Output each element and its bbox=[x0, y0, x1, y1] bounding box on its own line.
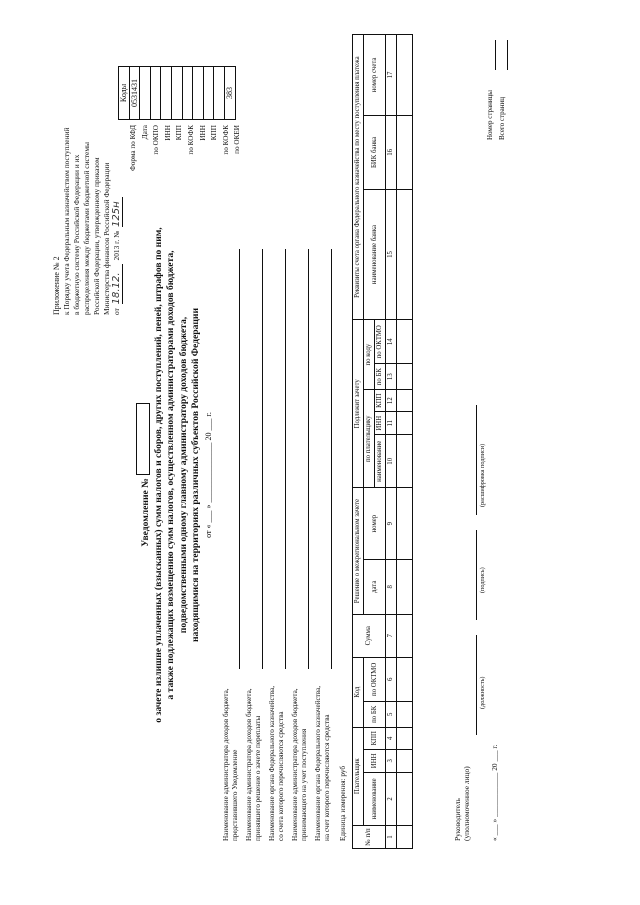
signature-caption: (подпись) bbox=[479, 567, 486, 593]
sub-header: ИНН bbox=[375, 412, 386, 435]
code-label-kpp-1: КПП bbox=[175, 125, 184, 141]
total-pages-label: Всего страниц bbox=[498, 96, 506, 140]
code-cell-inn-1[interactable] bbox=[161, 67, 172, 120]
appendix-line: Министерства финансов Российской Федерации bbox=[102, 162, 111, 315]
unit-label: Единица измерения: руб bbox=[339, 766, 347, 841]
field-5-line-a: Наименование органа Федерального казначейства, bbox=[314, 685, 322, 841]
signature-date: « ___ » ____________ 20 ___ г. bbox=[490, 744, 499, 841]
col-decision-header: Решение о межрегиональном зачете bbox=[353, 488, 364, 614]
table-cell[interactable] bbox=[397, 35, 413, 116]
sub-header: по БК bbox=[364, 701, 386, 727]
code-label-date: Дата bbox=[140, 125, 149, 140]
field-5-input-line[interactable] bbox=[331, 249, 332, 669]
field-1-input-line[interactable] bbox=[239, 249, 240, 669]
sub-header: по ОКТМО bbox=[375, 320, 386, 364]
field-1-line-b: представившего Уведомление bbox=[231, 749, 239, 841]
signature-line[interactable] bbox=[476, 530, 477, 620]
field-3-line-a: Наименование органа Федерального казначейства, bbox=[268, 685, 276, 841]
col-number: 13 bbox=[386, 364, 397, 390]
code-label-okpo: по ОКПО bbox=[152, 125, 161, 155]
sub-header: по БК bbox=[375, 364, 386, 390]
field-3-input-line[interactable] bbox=[285, 249, 286, 669]
field-4-line-a: Наименование администратора доходов бюджета, bbox=[291, 688, 299, 841]
handwritten-order-number: 125н bbox=[112, 197, 123, 227]
title-line-5: находящимися на территориях различных субъектов Российской Федерации bbox=[190, 308, 201, 642]
field-1-label bbox=[222, 688, 240, 841]
appendix-line: к Порядку учета Федеральным казначейством поступлений bbox=[62, 127, 71, 315]
title-line-3: а также подлежащих возмещению сумм налогов, осуществленном администраторами доходов бюджета, bbox=[165, 250, 176, 700]
table-cell[interactable] bbox=[397, 389, 413, 411]
col-number: 2 bbox=[386, 772, 397, 825]
col-number: 8 bbox=[386, 559, 397, 614]
by-payer-header: по плательщику bbox=[364, 389, 375, 487]
col-number: 1 bbox=[386, 826, 397, 849]
codes-labels bbox=[128, 125, 244, 195]
col-number: 11 bbox=[386, 412, 397, 435]
appendix-heading: Приложение № 2 bbox=[52, 256, 61, 315]
code-cell-okei[interactable]: 383 bbox=[224, 67, 235, 120]
table-cell[interactable] bbox=[397, 701, 413, 727]
col-number: 3 bbox=[386, 749, 397, 772]
sub-header: наименование bbox=[364, 772, 386, 825]
date-year: 2013 г. № bbox=[112, 230, 121, 261]
col-number: 15 bbox=[386, 189, 397, 319]
code-cell-kofk-2[interactable] bbox=[214, 67, 225, 120]
table-cell[interactable] bbox=[397, 826, 413, 849]
col-number: 9 bbox=[386, 488, 397, 559]
signature-head-1: Руководитель bbox=[453, 798, 462, 841]
page-number-label: Номер страницы bbox=[486, 89, 494, 140]
code-cell-kpp-1[interactable] bbox=[171, 67, 182, 120]
table-cell[interactable] bbox=[397, 772, 413, 825]
title-date-line: от « ___ » _______________ 20 ___ г. bbox=[203, 412, 213, 538]
table-cell[interactable] bbox=[397, 614, 413, 657]
code-label-inn-2: ИНН bbox=[198, 125, 207, 141]
col-payer-header: Плательщик bbox=[353, 727, 364, 825]
field-4-line-b: принимающего на учет поступления bbox=[300, 728, 308, 841]
sub-header: номер bbox=[364, 488, 386, 559]
table-cell[interactable] bbox=[397, 115, 413, 189]
code-cell-kpp-2[interactable] bbox=[203, 67, 214, 120]
table-cell[interactable] bbox=[397, 657, 413, 701]
table-cell[interactable] bbox=[397, 727, 413, 749]
col-number: 7 bbox=[386, 614, 397, 657]
col-code-header: Код bbox=[353, 657, 364, 727]
col-number: 6 bbox=[386, 657, 397, 701]
code-cell-inn-2[interactable] bbox=[193, 67, 204, 120]
date-prefix: от bbox=[112, 308, 121, 315]
position-caption: (должность) bbox=[479, 676, 486, 709]
title-number-label: Уведомление № bbox=[140, 478, 151, 547]
form-title bbox=[136, 195, 215, 755]
page-number-line[interactable] bbox=[495, 40, 496, 70]
col-subject-header: Подлежит зачету bbox=[353, 320, 364, 488]
appendix-line: распределения между бюджетами бюджетной системы bbox=[82, 142, 91, 315]
sub-header: дата bbox=[364, 559, 386, 614]
codes-header: Коды bbox=[119, 67, 130, 120]
code-label-kofk-1: по КОФК bbox=[186, 125, 195, 155]
col-number: 5 bbox=[386, 701, 397, 727]
signature-title bbox=[453, 766, 471, 841]
main-table bbox=[352, 34, 413, 849]
table-cell[interactable] bbox=[397, 412, 413, 435]
decode-line[interactable] bbox=[476, 405, 477, 515]
sub-header: по ОКТМО bbox=[364, 657, 386, 701]
col-number: 14 bbox=[386, 320, 397, 364]
sub-header: номер счета bbox=[364, 35, 386, 116]
total-pages-line[interactable] bbox=[507, 40, 508, 70]
field-5-line-b: на счет которого перечисляются средства bbox=[323, 714, 331, 841]
col-number: 4 bbox=[386, 727, 397, 749]
code-cell-kofk-1[interactable] bbox=[182, 67, 193, 120]
field-1-line-a: Наименование администратора доходов бюджета, bbox=[222, 688, 230, 841]
field-3-label bbox=[268, 686, 286, 841]
sub-header: ИНН bbox=[364, 749, 386, 772]
code-label-kpp-2: КПП bbox=[210, 125, 219, 141]
by-code-header: по коду bbox=[364, 320, 375, 390]
code-label-form: Форма по КФД bbox=[129, 125, 137, 171]
table-cell[interactable] bbox=[397, 488, 413, 559]
field-3-line-b: со счета которого перечисляются средства bbox=[277, 711, 285, 841]
col-number: 12 bbox=[386, 389, 397, 411]
decode-caption: (расшифровка подписи) bbox=[479, 443, 486, 507]
field-5-label bbox=[314, 686, 332, 841]
table-cell[interactable] bbox=[397, 320, 413, 364]
table-cell[interactable] bbox=[397, 749, 413, 772]
bik-header: БИК банка bbox=[364, 115, 386, 189]
sub-header: КПП bbox=[375, 389, 386, 411]
table-cell[interactable] bbox=[397, 364, 413, 390]
col-number: 10 bbox=[386, 435, 397, 488]
code-label-kofk-2: по КОФК bbox=[221, 125, 230, 155]
code-cell-okpo[interactable] bbox=[150, 67, 161, 120]
field-2-label bbox=[245, 688, 263, 841]
code-cell-date[interactable] bbox=[140, 67, 151, 120]
table-cell[interactable] bbox=[397, 189, 413, 319]
col-details-header: Реквизиты счета органа Федерального казначейства по месту поступления платежа bbox=[353, 35, 364, 320]
position-line[interactable] bbox=[476, 635, 477, 735]
table-cell[interactable] bbox=[397, 559, 413, 614]
sub-header: КПП bbox=[364, 727, 386, 749]
signature-head-2: (уполномоченное лицо) bbox=[462, 766, 471, 841]
title-line-4: подведомственными одному главному администратору доходов бюджета, bbox=[177, 316, 189, 634]
col-num-header: № п/п bbox=[353, 826, 386, 849]
code-label-inn-1: ИНН bbox=[163, 125, 172, 141]
sub-header: наименование bbox=[375, 435, 386, 488]
title-line-2: о зачете излишне уплаченных (взысканных) сумм налогов и сборов, других поступлений, пеней, штрафов по ним, bbox=[152, 227, 164, 723]
field-4-input-line[interactable] bbox=[308, 249, 309, 669]
field-2-input-line[interactable] bbox=[262, 249, 263, 669]
code-label-okei: по ОКЕИ bbox=[233, 125, 242, 154]
sub-header: наименование банка bbox=[364, 189, 386, 319]
field-2-line-a: Наименование администратора доходов бюджета, bbox=[245, 688, 253, 841]
codes-table bbox=[118, 66, 236, 120]
title-line-1 bbox=[136, 195, 153, 755]
col-number: 16 bbox=[386, 115, 397, 189]
handwritten-date: 18.12. bbox=[112, 264, 123, 304]
appendix-block bbox=[52, 45, 123, 315]
code-cell-form[interactable]: 0531431 bbox=[129, 67, 140, 120]
appendix-line: Российской Федерации, утвержденному приказом bbox=[92, 157, 101, 315]
col-number: 17 bbox=[386, 35, 397, 116]
notice-number-box[interactable] bbox=[136, 403, 150, 475]
col-sum-header: Сумма bbox=[353, 614, 386, 657]
field-4-label bbox=[291, 688, 309, 841]
appendix-line: в бюджетную систему Российской Федерации и их bbox=[72, 154, 81, 315]
table-cell[interactable] bbox=[397, 435, 413, 488]
field-2-line-b: принявшего решение о зачете переплаты bbox=[254, 715, 262, 841]
